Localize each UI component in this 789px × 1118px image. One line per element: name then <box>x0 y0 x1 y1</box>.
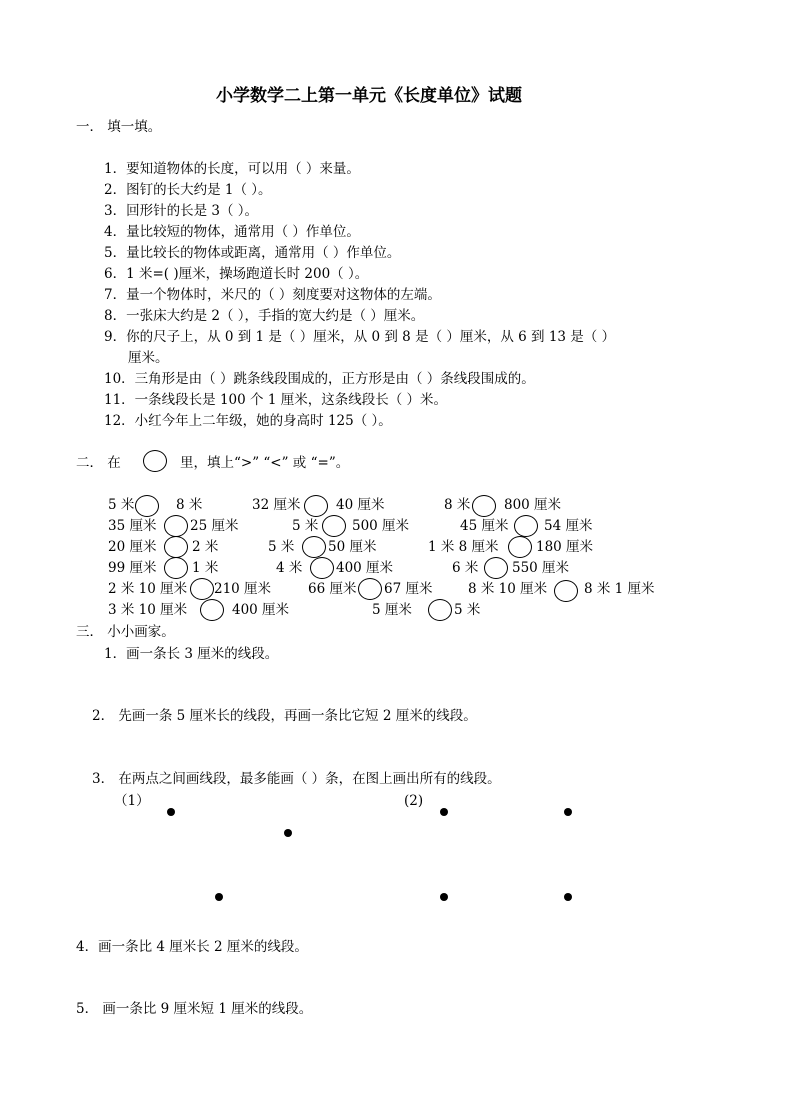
cmp-left: 5 厘米 <box>372 602 412 618</box>
point <box>440 808 448 816</box>
compare-circle[interactable] <box>190 578 214 600</box>
cmp-left: 20 厘米 <box>108 539 157 555</box>
section2-heading-prefix: 二． 在 <box>76 455 121 471</box>
q1-11: 11．一条线段长是 100 个 1 厘米，这条线段长（ ）米。 <box>104 392 447 408</box>
q1-4: 4．量比较短的物体，通常用（ ）作单位。 <box>104 224 360 240</box>
point <box>284 829 292 837</box>
point <box>564 893 572 901</box>
cmp-right: 500 厘米 <box>352 518 410 534</box>
answer-circle-icon <box>143 450 167 472</box>
cmp-right: 180 厘米 <box>536 539 594 555</box>
compare-circle[interactable] <box>200 599 224 621</box>
figure1-label: （1） <box>114 793 150 809</box>
compare-circle[interactable] <box>508 536 532 558</box>
page-title: 小学数学二上第一单元《长度单位》试题 <box>216 86 522 106</box>
compare-circle[interactable] <box>514 515 538 537</box>
compare-circle[interactable] <box>164 536 188 558</box>
cmp-left: 3 米 10 厘米 <box>108 602 188 618</box>
compare-circle[interactable] <box>135 495 159 517</box>
q1-10: 10．三角形是由（ ）跳条线段围成的，正方形是由（ ）条线段围成的。 <box>104 371 535 387</box>
cmp-right: 8 米 1 厘米 <box>584 581 655 597</box>
q3-4: 4．画一条比 4 厘米长 2 厘米的线段。 <box>76 939 308 955</box>
section2-heading-suffix: 里，填上“>” “<” 或 “=”。 <box>180 455 350 471</box>
cmp-left: 4 米 <box>276 560 303 576</box>
q1-9-cont: 厘米。 <box>128 350 169 366</box>
cmp-left: 35 厘米 <box>108 518 157 534</box>
cmp-right: 50 厘米 <box>328 539 377 555</box>
cmp-left: 99 厘米 <box>108 560 157 576</box>
cmp-left: 8 米 <box>444 497 471 513</box>
cmp-left: 32 厘米 <box>252 497 301 513</box>
cmp-right: 8 米 <box>176 497 203 513</box>
compare-circle[interactable] <box>322 515 346 537</box>
q3-2: 2． 先画一条 5 厘米长的线段，再画一条比它短 2 厘米的线段。 <box>92 708 477 724</box>
q1-12: 12．小红今年上二年级，她的身高时 125（ ）。 <box>104 413 392 429</box>
compare-circle[interactable] <box>428 599 452 621</box>
q1-2: 2．图钉的长大约是 1（ ）。 <box>104 182 272 198</box>
cmp-right: 67 厘米 <box>384 581 433 597</box>
cmp-left: 8 米 10 厘米 <box>468 581 548 597</box>
cmp-right: 400 厘米 <box>336 560 394 576</box>
cmp-left: 5 米 <box>292 518 319 534</box>
cmp-right: 1 米 <box>192 560 219 576</box>
cmp-left: 66 厘米 <box>308 581 357 597</box>
q1-6: 6．1 米=( )厘米，操场跑道长时 200（ ）。 <box>104 266 369 282</box>
point <box>564 808 572 816</box>
q3-1: 1．画一条长 3 厘米的线段。 <box>104 646 279 662</box>
point <box>215 893 223 901</box>
q1-3: 3．回形针的长是 3（ ）。 <box>104 203 259 219</box>
section1-heading: 一． 填一填。 <box>76 119 162 135</box>
figure2-label: (2) <box>404 793 424 809</box>
cmp-right: 210 厘米 <box>214 581 272 597</box>
compare-circle[interactable] <box>164 557 188 579</box>
cmp-left: 6 米 <box>452 560 479 576</box>
compare-circle[interactable] <box>164 515 188 537</box>
cmp-right: 2 米 <box>192 539 219 555</box>
cmp-right: 5 米 <box>454 602 481 618</box>
cmp-right: 400 厘米 <box>232 602 290 618</box>
cmp-right: 550 厘米 <box>512 560 570 576</box>
point <box>167 808 175 816</box>
q1-9: 9．你的尺子上，从 0 到 1 是（ ）厘米，从 0 到 8 是（ ）厘米，从 6 到 13 是（ ） <box>104 329 616 345</box>
compare-circle[interactable] <box>302 536 326 558</box>
compare-circle[interactable] <box>358 578 382 600</box>
cmp-right: 800 厘米 <box>504 497 562 513</box>
q1-7: 7．量一个物体时，米尺的（ ）刻度要对这物体的左端。 <box>104 287 441 303</box>
cmp-right: 40 厘米 <box>336 497 385 513</box>
section3-heading: 三． 小小画家。 <box>76 624 175 640</box>
compare-circle[interactable] <box>304 495 328 517</box>
q1-1: 1．要知道物体的长度，可以用（ ）来量。 <box>104 161 360 177</box>
cmp-left: 2 米 10 厘米 <box>108 581 188 597</box>
compare-circle[interactable] <box>554 580 578 602</box>
cmp-left: 1 米 8 厘米 <box>428 539 499 555</box>
compare-circle[interactable] <box>310 557 334 579</box>
cmp-left: 5 米 <box>108 497 135 513</box>
cmp-right: 25 厘米 <box>190 518 239 534</box>
cmp-left: 5 米 <box>268 539 295 555</box>
point <box>440 893 448 901</box>
q1-5: 5．量比较长的物体或距离，通常用（ ）作单位。 <box>104 245 401 261</box>
q3-3: 3． 在两点之间画线段，最多能画（ ）条，在图上画出所有的线段。 <box>92 771 501 787</box>
cmp-left: 45 厘米 <box>460 518 509 534</box>
compare-circle[interactable] <box>472 495 496 517</box>
compare-circle[interactable] <box>484 557 508 579</box>
cmp-right: 54 厘米 <box>544 518 593 534</box>
q1-8: 8．一张床大约是 2（ ），手指的宽大约是（ ）厘米。 <box>104 308 425 324</box>
q3-5: 5． 画一条比 9 厘米短 1 厘米的线段。 <box>76 1001 313 1017</box>
